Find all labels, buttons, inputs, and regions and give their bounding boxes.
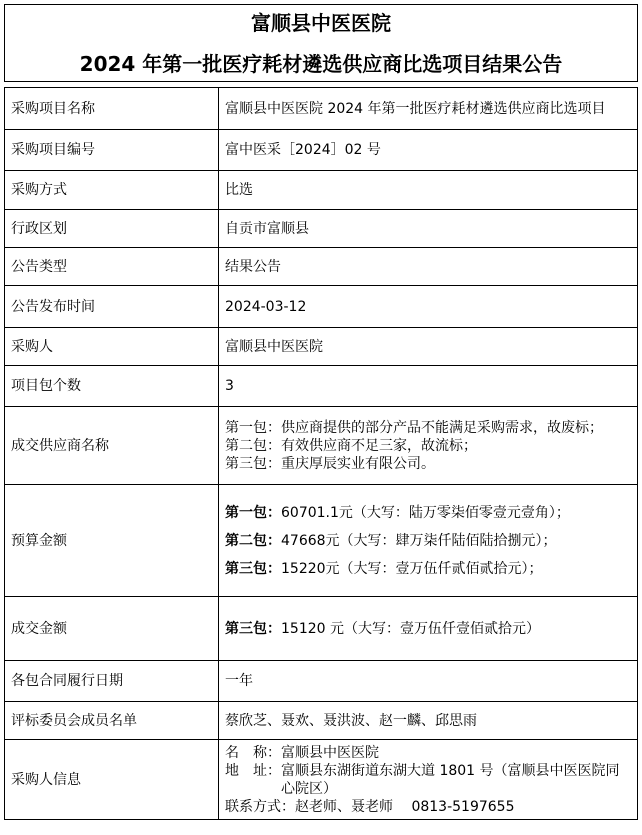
row-label: 采购方式 [5,171,219,210]
row-value: 比选 [219,171,638,210]
result-table [4,87,638,820]
buyer-name: 名 称：富顺县中医医院 [225,744,379,761]
period-value: 一年 [219,661,638,702]
row-label: 公告发布时间 [5,286,219,328]
table-row-committee [5,702,638,740]
budget-value [219,485,638,597]
budget-label: 预算金额 [5,485,219,597]
row-label: 行政区划 [5,210,219,248]
buyer-address: 地 址：富顺县东湖街道东湖大道 1801 号（富顺县中医医院同心院区） [225,762,620,797]
table-row [5,171,638,210]
committee-value: 蔡欣芝、聂欢、聂洪波、赵一麟、邱思雨 [219,702,638,740]
hospital-title: 富顺县中医医院 [251,11,391,35]
budget-line-3 [225,560,631,578]
row-label: 项目包个数 [5,366,219,407]
supplier-line-1: 第一包：供应商提供的部分产品不能满足采购需求，故废标； [225,419,603,436]
deal-label: 成交金额 [5,597,219,661]
row-value: 3 [219,366,638,407]
table-row [5,130,638,171]
row-value: 富顺县中医医院 2024 年第一批医疗耗材遴选供应商比选项目 [219,88,638,130]
budget-text-1: 60701.1元（大写：陆万零柒佰零壹元壹角）； [281,504,570,521]
budget-pkg-3: 第三包： [225,560,281,577]
row-value: 结果公告 [219,248,638,286]
table-row-budget [5,485,638,597]
budget-text-3: 15220元（大写：壹万伍仟贰佰贰拾元）； [281,560,543,577]
budget-line-2 [225,532,631,550]
table-row [5,286,638,328]
table-row-period [5,661,638,702]
deal-pkg: 第三包： [225,620,281,637]
title-block [4,4,638,82]
supplier-label: 成交供应商名称 [5,407,219,485]
buyer-contact: 联系方式：赵老师、聂老师 0813-5197655 [225,798,515,815]
row-value: 富中医采［2024］02 号 [219,130,638,171]
row-value: 富顺县中医医院 [219,328,638,366]
supplier-line-3: 第三包：重庆厚辰实业有限公司。 [225,455,435,472]
row-value: 自贡市富顺县 [219,210,638,248]
row-value: 2024-03-12 [219,286,638,328]
period-label: 各包合同履行日期 [5,661,219,702]
row-label: 采购项目名称 [5,88,219,130]
table-row-supplier [5,407,638,485]
table-row [5,328,638,366]
deal-value [219,597,638,661]
buyer-value [219,740,638,820]
table-row [5,210,638,248]
supplier-line-2: 第二包：有效供应商不足三家，故流标； [225,437,477,454]
buyer-label: 采购人信息 [5,740,219,820]
table-row [5,248,638,286]
table-row [5,88,638,130]
row-label: 采购人 [5,328,219,366]
row-label: 公告类型 [5,248,219,286]
committee-label: 评标委员会成员名单 [5,702,219,740]
budget-line-1 [225,504,631,522]
announcement-title: 2024 年第一批医疗耗材遴选供应商比选项目结果公告 [79,52,563,76]
table-row-buyer [5,740,638,820]
supplier-value [219,407,638,485]
row-label: 采购项目编号 [5,130,219,171]
budget-text-2: 47668元（大写：肆万柒仟陆佰陆拾捌元）； [281,532,557,549]
table-row [5,366,638,407]
budget-pkg-2: 第二包： [225,532,281,549]
table-row-deal [5,597,638,661]
deal-text: 15120 元（大写：壹万伍仟壹佰贰拾元） [281,620,540,637]
budget-pkg-1: 第一包： [225,504,281,521]
